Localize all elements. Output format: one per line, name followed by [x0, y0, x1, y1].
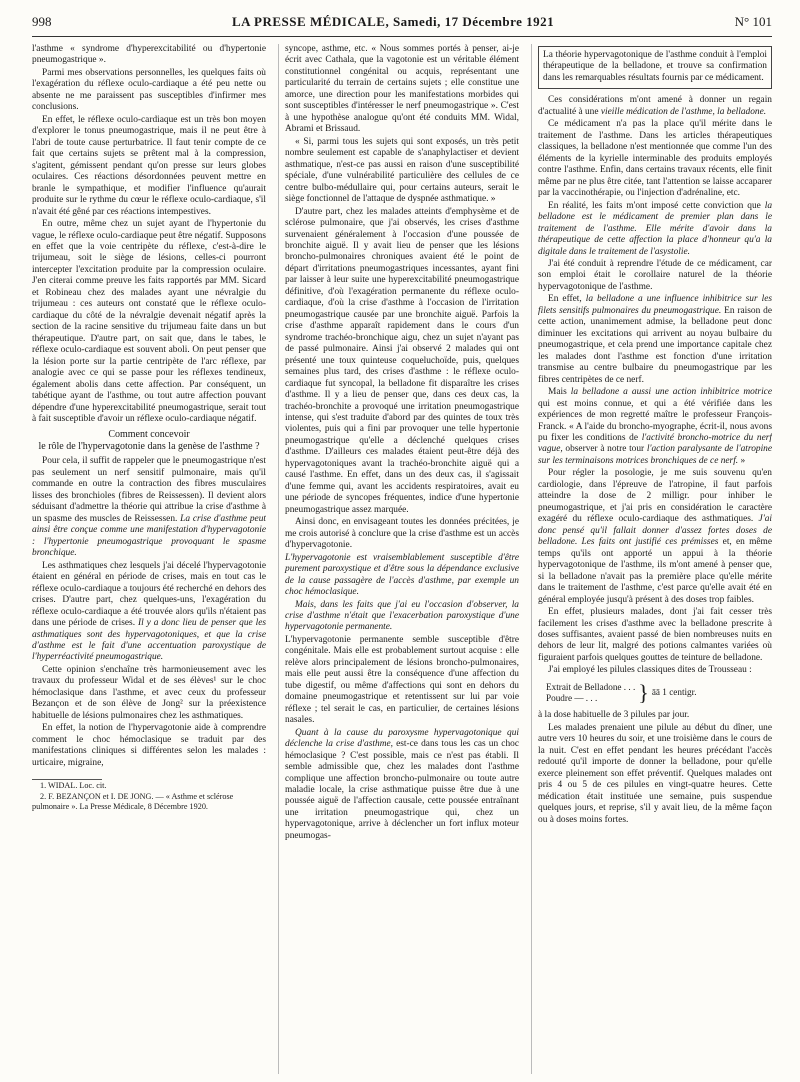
page-header	[32, 14, 772, 37]
paragraph-text: En effet,	[548, 294, 582, 305]
paragraph-text: Les asthmatiques chez lesquels j'ai décelé l'hypervagotonie étaient en général en période de crises, mais en tout cas le réflexe oculo-cardiaque a toujours été recherché en dehors des crises. D'autre part, chez quelques-uns, l'exagération du réflexe oculo-cardiaque a été trouvée alors qu'ils n'étaient pas dans une période de crises.	[32, 560, 266, 629]
paragraph: à la dose habituelle de 3 pilules par jour.	[538, 710, 690, 721]
paragraph-text: Pour cela, il suffit de rappeler que le pneumogastrique n'est pas seulement un nerf sensitif pulmonaire, mais qu'il commande en outre la contraction des fibres musculaires lisses des bronchioles (fibres de Reissessen). Il devient alors séduisant d'admettre la théorie qui attribue la crise d'asthme à un spasme des muscles de Reissessen.	[32, 456, 266, 524]
paragraph-text: »	[740, 455, 746, 466]
prescription-line: Poudre — . . .	[546, 693, 598, 704]
paragraph: Les malades prenaient une pilule au début du dîner, une autre vers 10 heures du soir, et une troisième dans le cours de la nuit. C'est en effet pendant les heures précédant l'accès redouté qu'il importe de donner la belladone, pour qu'elle exerce pleinement son effet préventif. Quelques malades ont pris 4 ou 5 de ces pilules en vingt-quatre heures. Cette médication était instituée une semaine, puis suspendue quelques jours, et reprise, s'il y avait lieu, de la même façon ou à doses moins fortes.	[538, 722, 772, 825]
footnote: 1. WIDAL. Loc. cit.	[40, 781, 107, 791]
paragraph	[538, 95, 772, 118]
paragraph	[32, 561, 266, 664]
paragraph-italic: L'hypervagotonie est vraisemblablement susceptible d'être purement paroxystique et d'être sous la dépendance exclusive de la cause passagère de l'accès d'asthme, par exemple un choc hémoclasique.	[285, 552, 519, 598]
prescription-lines	[546, 682, 635, 704]
paragraph: En effet, la notion de l'hypervagotonie aide à comprendre comment le choc hémoclasique se traduit par des manifestations cliniques si différentes selon les malades : urticaire, migraine,	[32, 723, 266, 768]
paragraph-italic: Quant à la cause du paroxysme hypervagotonique qui déclenche la crise d'asthme,	[285, 727, 519, 750]
paragraph	[538, 387, 772, 467]
footnote-rule	[32, 779, 102, 780]
paragraph	[538, 201, 772, 258]
paragraph-italic: l'action paralysante de l'atropine sur les terminaisons motrices bronchiques de ce nerf.	[538, 444, 772, 466]
paragraph-text: En raison de cette action, unanimement admise, la belladone peut donc diminuer les excitations qui arrivent au noyau bulbaire du pneumogastrique, et cela prend une importance capitale chez les malades dont l'asthme est fonction d'une irritation transmise au centre bulbaire du pneumogastrique par les fibres centripètes de ce nerf.	[538, 305, 772, 385]
paragraph-italic: vieille médication de l'asthme, la belladone.	[600, 106, 767, 117]
paragraph	[538, 468, 772, 606]
section-title-line-1: Comment concevoir	[108, 429, 190, 441]
paragraph-italic: la belladone a aussi une action inhibitrice motrice	[570, 387, 772, 398]
paragraph: J'ai été conduit à reprendre l'étude de ce médicament, car son emploi était le corollaire naturel de la théorie hypervagotonique de l'asthme.	[538, 258, 772, 292]
column-2	[278, 44, 519, 1074]
paragraph-text: qui est moins connue, et qui a été vérifiée dans les expériences de mon regretté maître le professeur François-Franck. « A l'aide du broncho-myographe, écrit-il, nous avons pu fixer les conditions de	[538, 398, 772, 443]
prescription-line: Extrait de Belladone . . .	[546, 681, 636, 692]
paragraph-italic: La crise d'asthme peut ainsi être conçue comme une manifestation d'hypervagotonie : l'hypertonie pneumogastrique provoquant le spasme bronchique.	[32, 513, 266, 559]
article-body	[32, 44, 772, 1074]
paragraph-text: En réalité, les faits m'ont imposé cette conviction que	[548, 200, 761, 211]
paragraph: Parmi mes observations personnelles, les quelques faits où l'exagération du réflexe oculo-cardiaque a été peu nette ou absente ne me paraissent pas susceptibles d'infirmer mes conclusions.	[32, 67, 266, 113]
boxed-summary	[538, 46, 772, 89]
column-3	[531, 44, 772, 1074]
paragraph: En outre, même chez un sujet ayant de l'hypertonie du vague, le réflexe oculo-cardiaque peut être négatif. Supposons en effet que la voie centripète du réflexe, c'est-à-dire le trijumeau, soit le siège de lésions, celles-ci pourront intercepter l'excitation produite par la compression oculaire. J'en citerai comme preuve les faits rapportés par MM. Sicard et Robineau chez des malades ayant une névralgie du trijumeau : ces auteurs ont constaté que le réflexe oculo-cardiaque du côté de la névralgie devenait négatif après la section de la racine sensitive du trijumeau faite dans un but thérapeutique. D'autre part, on sait que, dans le tabes, le réflexe oculo-cardiaque est souvent aboli. On peut penser que la lésion porte sur la partie centripète de l'arc réflexe, par analogie avec ce qui se passe pour les réflexes tendineux, également abolis dans cette affection. Par conséquent, un tabétique ayant de l'asthme, ou tout autre affection pouvant dépendre d'une hyperexcitabilité pneumogastrique, serait tout à fait susceptible d'avoir un réflexe oculo-cardiaque négatif.	[32, 219, 266, 424]
paragraph-italic: Mais, dans les faits que j'ai eu l'occasion d'observer, la crise d'asthme n'était que l'exacerbation paroxystique d'une hypervagotonie permanente.	[285, 599, 519, 633]
footnote: 2. F. BEZANÇON et I. DE JONG. — « Asthme et sclérose pulmonaire ». La Presse Médicale, 8 Décembre 1920.	[32, 792, 234, 812]
column-1	[32, 44, 266, 1074]
paragraph-italic: Il y a donc lieu de penser que les asthmatiques sont des hypervagotoniques, et que la crise d'asthme est le fait d'une accentuation paroxystique de l'hyperréactivité pneumogastrique.	[32, 618, 266, 663]
paragraph-italic: la belladone est le médicament de premier plan dans le traitement de l'asthme. Elle mérite d'avoir dans la thérapeutique de cette affection la place d'honneur qu'a la digitale dans le traitement de l'asystolie.	[538, 200, 772, 257]
paragraph: En effet, plusieurs malades, dont j'ai fait cesser très facilement les crises d'asthme avec la belladone prescrite à doses suffisantes, avaient passé de bien nombreuses nuits en dehors de leur lit, malgré des potions calmantes variées où figuraient parfois quelques gouttes de teinture de belladone.	[538, 607, 772, 663]
paragraph	[285, 728, 519, 843]
section-title-line-2: le rôle de l'hypervagotonie dans la genèse de l'asthme ?	[38, 440, 260, 452]
paragraph	[32, 456, 266, 559]
paragraph: J'ai employé les pilules classiques dites de Trousseau :	[548, 665, 752, 676]
paragraph-text: Ces considérations m'ont amené à donner un regain d'actualité à une	[538, 95, 772, 117]
paragraph-italic: la belladone a une influence inhibitrice sur les filets sensitifs pulmonaires du pneumogastrique.	[538, 294, 772, 316]
brace-icon: }	[638, 680, 649, 706]
prescription-dose: āā 1 centigr.	[651, 687, 697, 698]
paragraph-text: Mais	[548, 387, 567, 398]
section-title	[32, 429, 266, 452]
paragraph: Ainsi donc, en envisageant toutes les données précitées, je me crois autorisé à conclure que la crise d'asthme est un accès d'hypervagotonie.	[285, 517, 519, 551]
paragraph: D'autre part, chez les malades atteints d'emphysème et de sclérose pulmonaire, que j'ai observés, les crises d'asthme survenaient généralement à l'occasion d'une poussée de bronchite aiguë. Il y avait lieu de penser que les lésions broncho-pulmonaires chroniques avaient été le point de départ d'irritations pneumogastriques incessantes, ayant fini par laisser à leur suite une hyperexcitabilité pneumogastrique définitive, d'où l'exagération permanente du réflexe oculo-cardiaque, d'où la crise d'asthme à l'occasion de l'irritation pneumogastrique causée par une bronchite aiguë. Parfois la crise d'asthme apparaît rapidement dans le cours d'un syndrome trachéo-bronchique aigu, chez un sujet n'ayant pas de passé pulmonaire. Ainsi j'ai observé 2 malades qui ont présenté une toux quinteuse coqueluchoïde, puis, quelques semaines plus tard, des crises d'asthme : le réflexe oculo-cardiaque fut syncopal, la belladone fit disparaître les crises d'asthme. Il y a lieu de penser que, dans ces deux cas, la trachéo-bronchite a provoqué une irritation pneumogastrique intense, qui s'est traduite d'abord par des quintes de toux très violentes, puis qui a fini par provoquer une telle hypertonie pneumogastrique qu'elle a déclenché quelques crises d'asthme. D'ailleurs ces malades étaient peut-être déjà des hypervagotoniques avant la trachéo-bronchite aiguë qui a causé l'asthme. En effet, dans un des deux cas, il s'agissait d'une femme qui, avant les accidents respiratoires, avait eu une période de syncopes fréquentes, indice d'une hypertonie pneumogastrique assez marquée.	[285, 206, 519, 515]
prescription	[546, 682, 772, 704]
paragraph: l'asthme « syndrome d'hyperexcitabilité ou d'hypertonie pneumogastrique ».	[32, 44, 266, 66]
paragraph: « Si, parmi tous les sujets qui sont exposés, un très petit nombre seulement est capable de s'anaphylactiser et devient asthmatique, n'est-ce pas aussi en raison d'une susceptibilité spéciale, d'une vulnérabilité particulière des cellules de ce centre bulbo-médullaire qui, pour certains auteurs, serait le siège fonctionnel de l'attaque de dyspnée asthmatique. »	[285, 136, 519, 205]
paragraph-italic: J'ai donc pensé qu'il fallait donner d'assez fortes doses de belladone. Les faits ont justifié ces prémisses	[538, 514, 772, 548]
paragraph: L'hypervagotonie permanente semble susceptible d'être congénitale. Mais elle est probablement surtout acquise : elle relève alors principalement de lésions broncho-pulmonaires, mais elle peut aussi être la conséquence d'une affection du tube digestif, ou même d'affections qui sont en dehors du domaine pneumogastrique et retentissent sur lui par voie réflexe ; tel serait le cas, en particulier, de certaines lésions nasales.	[285, 634, 519, 726]
paragraph-text: observer à notre tour	[565, 444, 645, 455]
paragraph: syncope, asthme, etc. « Nous sommes portés à penser, ai-je écrit avec Cathala, que la vagotonie est un véritable élément constitutionnel congénital ou acquis, représentant une particularité du terrain de certains sujets ; elle constitue une amorce, une direction pour les manifestations morbides qui sont susceptibles d'intéresser le nerf pneumogastrique ». C'est à une hypothèse analogue qu'ont été conduits MM. Widal, Abrami et Brissaud.	[285, 44, 519, 135]
paragraph-italic: l'activité broncho-motrice du nerf vague,	[538, 433, 772, 455]
paragraph: Ce médicament n'a pas la place qu'il mérite dans le traitement de l'asthme. Dans les articles thérapeutiques classiques, la belladone n'est mentionnée que comme l'un des éléments de la kyrielle interminable des produits employés contre l'asthme. Enfin, dans certains travaux récents, elle finit même par ne plus être citée, tant l'attention se laisse accaparer par la vaccinothérapie, ou l'injection d'adrénaline, etc.	[538, 119, 772, 199]
journal-title: LA PRESSE MÉDICALE, Samedi, 17 Décembre 1921	[231, 14, 555, 29]
paragraph-text: et, en même temps qu'ils ont apporté un appui à la théorie hypervagotonique de l'asthme, ils m'ont amené à penser que, si la belladone n'avait pas la première place qu'elle mérite dans le traitement de l'asthme, c'est parce qu'elle avait été en général employée jusqu'à présent à des doses trop faibles.	[538, 537, 772, 605]
footnotes	[32, 779, 266, 812]
paragraph: Cette opinion s'enchaîne très harmonieusement avec les travaux du professeur Widal et de ses élèves¹ sur le choc hémoclasique dans l'asthme, et avec ceux du professeur Bezançon et de son élève de Jong² sur la préexistence habituelle de lésions pulmonaires chez les asthmatiques.	[32, 664, 266, 721]
page-number: 998	[32, 14, 52, 29]
paragraph-text: est-ce dans tous les cas un choc hémoclasique ? C'est possible, mais ce n'est pas établi. Il semble admissible que, chez les malades dont l'asthme complique une affection broncho-pulmonaire ou toute autre maladie locale, la crise asthmatique puisse être due à une poussée aiguë de l'affection causale, cette poussée entraînant une irritation pneumogastrique qui, chez un hypervagotonique, arrive à déclencher un fort influx moteur pneumogas-	[285, 739, 519, 841]
issue-number: N° 101	[734, 14, 772, 29]
paragraph	[538, 294, 772, 386]
paragraph: En effet, le réflexe oculo-cardiaque est un très bon moyen d'explorer le tonus pneumogastrique, mais il ne peut être à l'abri de toute cause perturbatrice. Il faut tenir compte de ce fait que certains sujets se prêtent mal à la compression, s'agitent, gémissent pendant qu'on presse sur leurs globes oculaires. Ces réactions désordonnées peuvent mettre en branle le sympathique, et modifier l'influence qu'aurait produite sur le rythme du cœur le réflexe oculo-cardiaque, s'il n'avait été gêné par ces réactions intempestives.	[32, 114, 266, 217]
boxed-summary-text: La théorie hypervagotonique de l'asthme conduit à l'emploi thérapeutique de la belladone, et trouve sa confirmation dans les remarquables résultats fournis par ce médicament.	[543, 50, 767, 83]
paragraph-text: Pour régler la posologie, je me suis souvenu qu'en cardiologie, dans l'épreuve de l'atropine, il faut parfois atteindre la dose de 2 milligr. pour inhiber le pneumogastrique, et j'ai pris en considération le caractère exagéré du réflexe oculo-cardiaque des asthmatiques.	[538, 468, 772, 525]
